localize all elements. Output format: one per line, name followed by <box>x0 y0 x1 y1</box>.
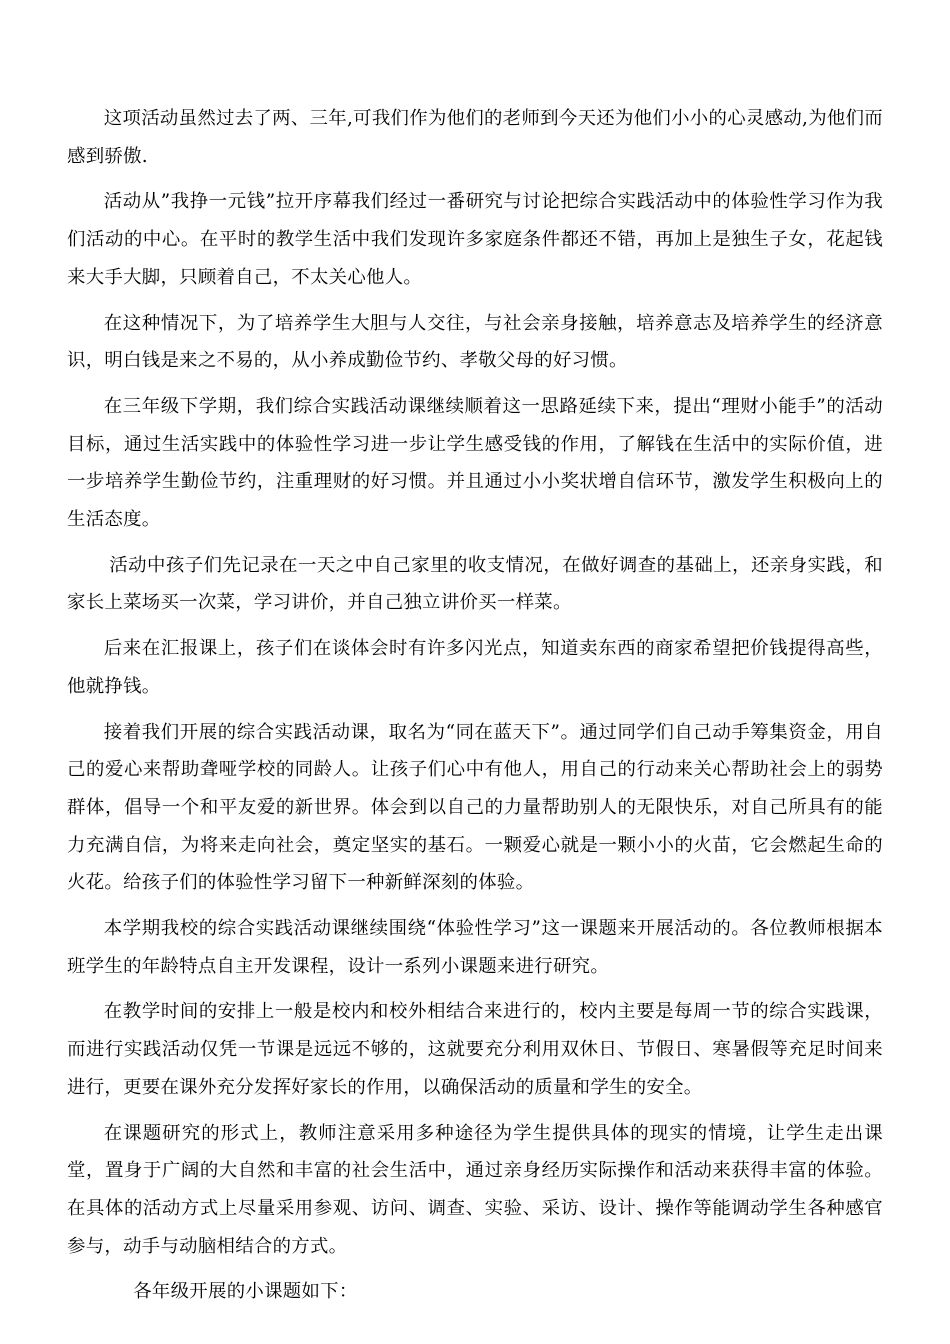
document-page <box>67 100 883 1319</box>
paragraph-9: 在教学时间的安排上一般是校内和校外相结合来进行的，校内主要是每周一节的综合实践课，而进行实践活动仅凭一节课是远远不够的，这就要充分利用双休日、节假日、寒暑假等充足时间来进行，更要在课外充分发挥好家长的作用，以确保活动的质量和学生的安全。 <box>67 1001 883 1098</box>
paragraph-4: 在三年级下学期，我们综合实践活动课继续顺着这一思路延续下来，提出“理财小能手”的活动目标，通过生活实践中的体验性学习进一步让学生感受钱的作用，了解钱在生活中的实际价值，进一步培养学生勤俭节约，注重理财的好习惯。并且通过小小奖状增自信环节，激发学生积极向上的生活态度。 <box>67 395 883 531</box>
paragraph-10: 在课题研究的形式上，教师注意采用多种途径为学生提供具体的现实的情境，让学生走出课堂，置身于广阔的大自然和丰富的社会生活中，通过亲身经历实际操作和活动来获得丰富的体验。在具体的活动方式上尽量采用参观、访问、调查、实验、采访、设计、操作等能调动学生各种感官参与，动手与动脑相结合的方式。 <box>67 1122 883 1257</box>
paragraph-11: 各年级开展的小课题如下： <box>133 1281 358 1303</box>
paragraph-7: 接着我们开展的综合实践活动课，取名为“同在蓝天下”。通过同学们自己动手筹集资金，用自己的爱心来帮助聋哑学校的同龄人。让孩子们心中有他人，用自己的行动来关心帮助社会上的弱势群体，倡导一个和平友爱的新世界。体会到以自己的力量帮助别人的无限快乐，对自己所具有的能力充满自信，为将来走向社会，奠定坚实的基石。一颗爱心就是一颗小小的火苗，它会燃起生命的火花。给孩子们的体验性学习留下一种新鲜深刻的体验。 <box>67 721 883 894</box>
paragraph-5: 活动中孩子们先记录在一天之中自己家里的收支情况，在做好调查的基础上，还亲身实践，和家长上菜场买一次菜，学习讲价，并自己独立讲价买一样菜。 <box>67 554 883 614</box>
paragraph-3: 在这种情况下，为了培养学生大胆与人交往，与社会亲身接触，培养意志及培养学生的经济意识，明白钱是来之不易的，从小养成勤俭节约、孝敬父母的好习惯。 <box>67 312 883 372</box>
paragraph-6: 后来在汇报课上，孩子们在谈体会时有许多闪光点，知道卖东西的商家希望把价钱提得高些，他就挣钱。 <box>67 638 883 697</box>
paragraph-1: 这项活动虽然过去了两、三年,可我们作为他们的老师到今天还为他们小小的心灵感动,为他们而感到骄傲. <box>67 108 883 167</box>
paragraph-8: 本学期我校的综合实践活动课继续围绕“体验性学习”这一课题来开展活动的。各位教师根据本班学生的年龄特点自主开发课程，设计一系列小课题来进行研究。 <box>67 918 883 977</box>
paragraph-2: 活动从”我挣一元钱”拉开序幕我们经过一番研究与讨论把综合实践活动中的体验性学习作为我们活动的中心。在平时的教学生活中我们发现许多家庭条件都还不错，再加上是独生子女，花起钱来大手大脚，只顾着自己，不太关心他人。 <box>67 191 883 288</box>
